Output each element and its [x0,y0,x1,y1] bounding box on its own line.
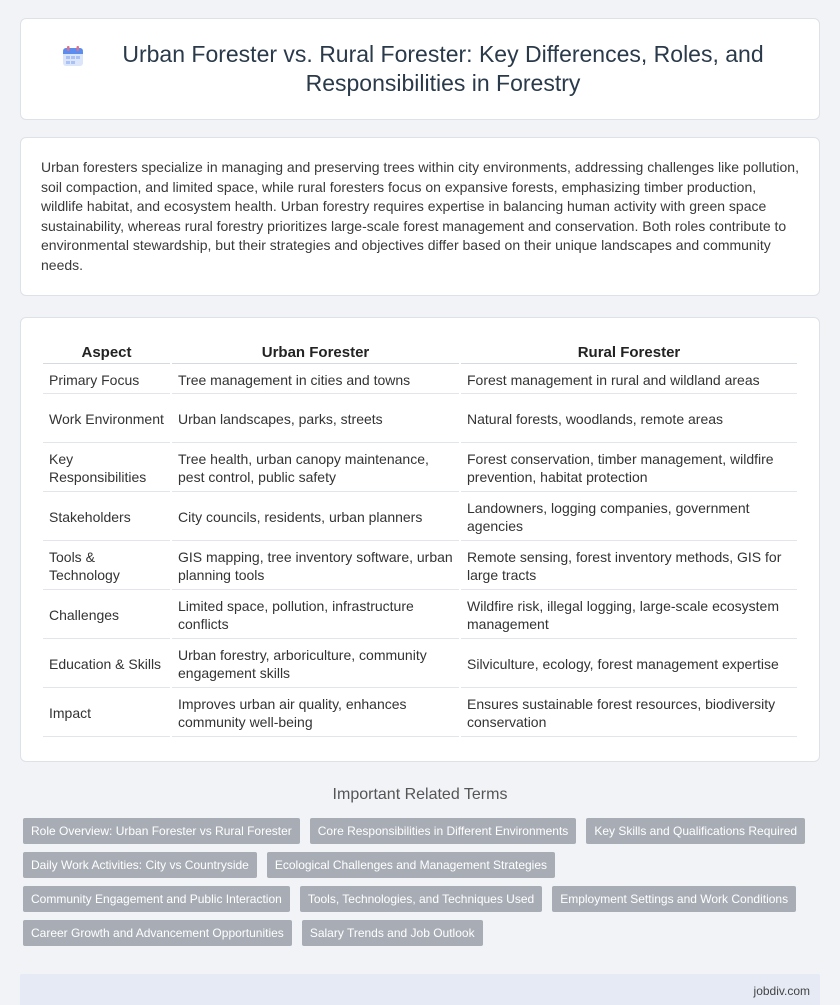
urban-cell: Tree health, urban canopy maintenance, pest control, public safety [172,445,459,492]
table-row [43,543,797,590]
header-urban-forester: Urban Forester [172,340,459,364]
related-term-tag[interactable]: Daily Work Activities: City vs Countryside [23,852,257,878]
aspect-cell: Stakeholders [43,494,170,541]
urban-cell: Improves urban air quality, enhances community well-being [172,690,459,737]
related-term-tag[interactable]: Role Overview: Urban Forester vs Rural Forester [23,818,300,844]
header-card [20,18,820,120]
related-term-tag[interactable]: Ecological Challenges and Management Strategies [267,852,555,878]
related-terms-title: Important Related Terms [332,786,508,803]
summary-card [20,137,820,296]
summary-text: Urban foresters specialize in managing and preserving trees within city environments, addressing challenges like pollution, soil compaction, and limited space, while rural foresters focus on expansive forests, emphasizing timber production, wildlife habitat, and ecosystem health. Urban forestry requires expertise in balancing human activity with green space sustainability, whereas rural forestry prioritizes large-scale forest management and conservation. Both roles contribute to environmental stewardship, but their strategies and objectives differ based on their unique landscapes and community needs. [41,159,799,273]
related-terms-list [20,818,820,954]
aspect-cell: Key Responsibilities [43,445,170,492]
rural-cell: Remote sensing, forest inventory methods, GIS for large tracts [461,543,797,590]
rural-cell: Natural forests, woodlands, remote areas [461,396,797,443]
table-row [43,592,797,639]
table-row [43,494,797,541]
related-term-tag[interactable]: Tools, Technologies, and Techniques Used [300,886,542,912]
table-row [43,641,797,688]
related-term-tag[interactable]: Salary Trends and Job Outlook [302,920,483,946]
related-term-tag[interactable]: Key Skills and Qualifications Required [586,818,805,844]
rural-cell: Silviculture, ecology, forest management expertise [461,641,797,688]
aspect-cell: Education & Skills [43,641,170,688]
related-term-tag[interactable]: Career Growth and Advancement Opportunities [23,920,292,946]
urban-cell: Tree management in cities and towns [172,366,459,394]
aspect-cell: Tools & Technology [43,543,170,590]
rural-cell: Landowners, logging companies, government agencies [461,494,797,541]
table-header-row [43,340,797,364]
rural-cell: Forest management in rural and wildland areas [461,366,797,394]
related-term-tag[interactable]: Community Engagement and Public Interaction [23,886,290,912]
urban-cell: Limited space, pollution, infrastructure conflicts [172,592,459,639]
header-rural-forester: Rural Forester [461,340,797,364]
aspect-cell: Primary Focus [43,366,170,394]
footer [20,974,820,1005]
table-row [43,396,797,443]
comparison-table-card [20,317,820,762]
comparison-table [41,338,799,739]
table-row [43,690,797,737]
calendar-icon [61,44,85,68]
table-row [43,366,797,394]
urban-cell: City councils, residents, urban planners [172,494,459,541]
table-row [43,445,797,492]
rural-cell: Ensures sustainable forest resources, biodiversity conservation [461,690,797,737]
rural-cell: Forest conservation, timber management, wildfire prevention, habitat protection [461,445,797,492]
related-term-tag[interactable]: Core Responsibilities in Different Environments [310,818,577,844]
aspect-cell: Challenges [43,592,170,639]
urban-cell: GIS mapping, tree inventory software, urban planning tools [172,543,459,590]
aspect-cell: Work Environment [43,396,170,443]
rural-cell: Wildfire risk, illegal logging, large-scale ecosystem management [461,592,797,639]
urban-cell: Urban landscapes, parks, streets [172,396,459,443]
footer-site-link[interactable]: jobdiv.com [753,983,810,998]
urban-cell: Urban forestry, arboriculture, community engagement skills [172,641,459,688]
header-aspect: Aspect [43,340,170,364]
related-term-tag[interactable]: Employment Settings and Work Conditions [552,886,796,912]
page-title: Urban Forester vs. Rural Forester: Key Differences, Roles, and Responsibilities in Forestry [122,41,764,96]
aspect-cell: Impact [43,690,170,737]
